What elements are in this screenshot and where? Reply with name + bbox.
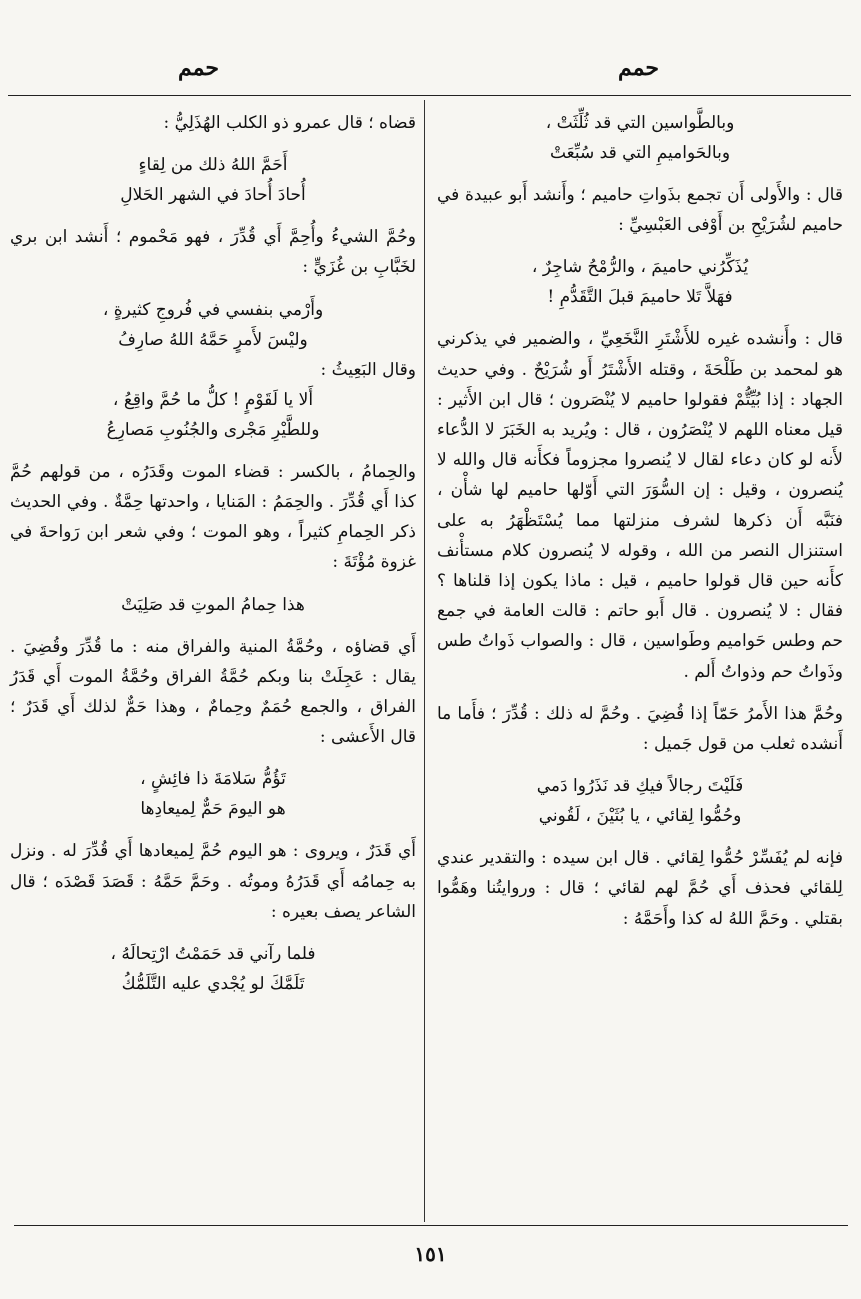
paragraph: أَي قَدَرٌ ، ويروى : هو اليوم حُمَّ لِميعادها أَي قُدِّرَ له . ونزل به حِمامُه أَي قَدَرُهُ وموتُه . وحَمَّ حَمَّهُ : قَصَدَ قَصْدَه ؛ قال الشاعر يصف بعيره : <box>10 841 416 922</box>
verse-line: تَؤُمُّ سَلامَةَ ذا فائِشٍ ، <box>140 769 286 790</box>
paragraph: والحِمامُ ، بالكسر : قضاء الموت وقَدَرُه ، من قولهم حُمَّ كذا أَي قُدِّرَ . والحِمَمُ : المَنايا ، واحدتها حِمَّةٌ . وفي الحديث ذكر الحِمامِ كثيراً ، وهو الموت ؛ وفي شعر ابن رَواحةَ في غزوة مُؤْتَةَ : <box>10 461 416 573</box>
paragraph: قال : وأَنشده غيره للأَشْتَرِ النَّخَعِيِّ ، والضمير في يذكرني هو لمحمد بن طَلْحَةَ ، وقتله الأَشْتَرُ أَو شُرَيْحٌ . وفي حديث الجهاد : إذا بُيِّتُّمْ فقولوا حاميم لا يُنْصَرون ؛ قال ابن الأَثير : قيل معناه اللهم لا يُنْصَرُون ، قال : ويُريد به الخَبَرَ لا الدُّعاء لأَنه لو كان دعاء لقال لا يُنصروا مجزوماً فكأَنه قال والله لا يُنصرون ، وقيل : إن السُّوَرَ التي أَوّلها حاميم لها شأْن ، فنَبَّه أَن ذكرها لشرف منزلتها مما يُسْتَظْهَرُ به على استنزال النصر من الله ، وقوله لا يُنصرون كلام مستأْنف كأَنه حين قال قولوا حاميم ، قيل : ماذا يكون إذا قلناها ؟ فقال : لا يُنصرون . قال أَبو حاتم : قالت العامة في جمع حم وطس حَواميم وطَواسين ، قال : والصواب ذَواتُ طس وذَواتُ حم وذواتُ أَلم . <box>437 329 843 682</box>
verse-line: وبالحَواميمِ التي قد سُبِّعَتْ <box>549 143 731 163</box>
verse-line: وحُمُّوا لِقائي ، يا بُثَيْنَ ، لَقُوني <box>538 806 742 827</box>
running-header-left: حمم <box>178 55 219 81</box>
verse-line: وليْسَ لأَمرٍ حَمَّهُ اللهُ صارِفُ <box>118 329 308 350</box>
verse-line: فَلَيْتَ رجالاً فيكِ قد نَذَرُوا دَمي <box>536 776 744 797</box>
paragraph: وحُمَّ هذا الأَمرُ حَمّاً إذا قُضِيَ . وحُمَّ له ذلك : قُدِّرَ ؛ فأَما ما أَنشده ثعلب من قول جَميل : <box>437 703 843 755</box>
running-header-right: حمم <box>618 55 659 81</box>
paragraph: وحُمَّ الشيءُ وأُحِمَّ أَي قُدِّرَ ، فهو مَحْموم ؛ أَنشد ابن بري لخَبَّابِ بن غُزَيٍّ : <box>10 227 416 278</box>
paragraph: قضاه ؛ قال عمرو ذو الكلب الهُذَلِيُّ : <box>163 113 416 133</box>
verse-line: هذا حِمامُ الموتِ قد صَلِيَتْ <box>121 594 305 615</box>
paragraph: فإنه لم يُفَسِّرْ حُمُّوا لِقائي . قال ابن سيده : والتقدير عندي لِلقائي فحذف أَي حُمَّ لهم لقائي ؛ قال : وروايتُنا وهَمُّوا بقتلي . وحَمَّ اللهُ له كذا وأَحَمَّهُ : <box>437 848 843 929</box>
verse-line: تَلَمَّكَ لو يُجْدي عليه التَّلَمُّكُ <box>121 974 305 995</box>
verse-line: أُحادَ أُحادَ في الشهر الحَلالِ <box>120 185 306 206</box>
left-column <box>10 108 416 1218</box>
verse-line: وأَرْمي بنفسي في فُروجِ كثيرةٍ ، <box>102 299 324 320</box>
verse-line: هو اليومَ حَمٌّ لِميعادِها <box>140 799 286 820</box>
paragraph: أَي قضاؤه ، وحُمَّةُ المنية والفراق منه : ما قُدِّرَ وقُضِيَ . يقال : عَجِلَتْ بنا وبكم حُمَّةُ الفراق وحُمَّةُ الموت أَي قَدَرُ الفراق ، والجمع حُمَمٌ وحِمامٌ ، وهذا حَمٌّ لذلك أَي قَدَرٌ ؛ قال الأَعشى : <box>10 636 416 748</box>
column-divider <box>424 100 425 1222</box>
verse-line: فهَلاَّ تَلا حاميمَ قبلَ التَّقَدُّمِ ! <box>547 287 733 308</box>
verse-line: فلما رآني قد حَمَمْتُ ارْتِحالَهُ ، <box>110 944 316 965</box>
verse-line: أَلا يا لَقَوْمٍ ! كلُّ ما حُمَّ واقِعُ ، <box>112 389 314 410</box>
right-column <box>437 108 843 1218</box>
paragraph: وقال البَعِيثُ : <box>320 359 416 380</box>
verse-line: وللطَّيْرِ مَجْرى والجُنُوبِ مَصارِعُ <box>106 419 320 440</box>
header-rule <box>8 95 851 96</box>
verse-line: أَحَمَّ اللهُ ذلك من لِقاءٍ <box>138 155 288 176</box>
verse-line: يُذَكِّرُني حاميمَ ، والرُّمْحُ شاجِرٌ ، <box>531 257 749 278</box>
page-number: ١٥١ <box>414 1242 447 1266</box>
footer-rule <box>14 1225 848 1226</box>
verse-line: وبالطَّواسين التي قد ثُلِّثَتْ ، <box>545 113 735 133</box>
paragraph: قال : والأَولى أَن تجمع بذَواتِ حاميم ؛ وأَنشد أَبو عبيدة في حاميم لشُرَيْحِ بن أَوْفى العَبْسِيِّ : <box>437 185 843 236</box>
